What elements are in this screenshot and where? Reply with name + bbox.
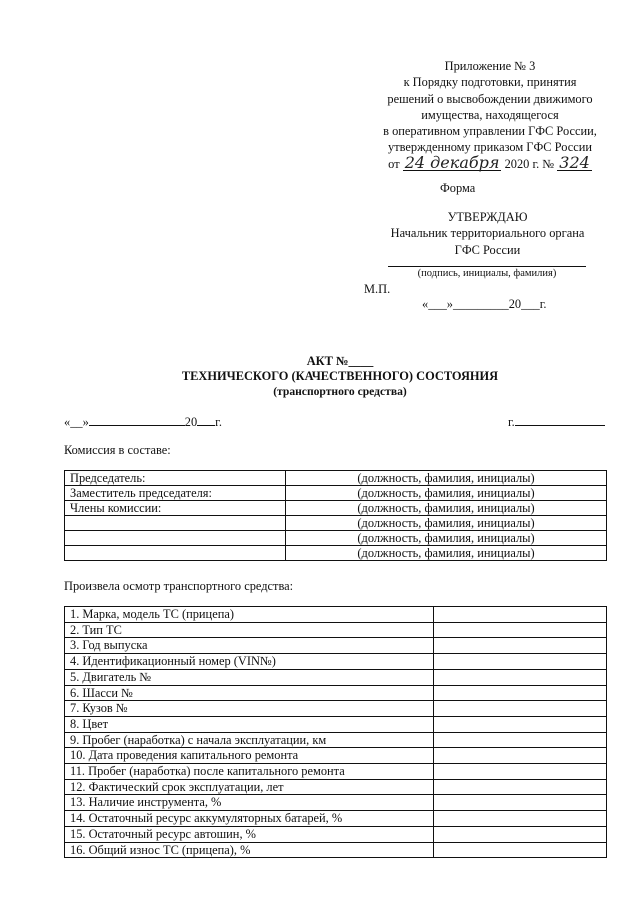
commission-role: [65, 516, 286, 531]
vehicle-field-label: 14. Остаточный ресурс аккумуляторных батарей, %: [65, 811, 434, 827]
commission-note: (должность, фамилия, инициалы): [286, 516, 607, 531]
act-city-blank: [515, 414, 605, 426]
inspection-heading: Произвела осмотр транспортного средства:: [64, 579, 294, 593]
vehicle-field-value: [434, 842, 607, 858]
vehicle-field-value: [434, 638, 607, 654]
table-row: [65, 748, 607, 764]
act-date: [64, 414, 222, 430]
vehicle-field-value: [434, 811, 607, 827]
table-row: [65, 795, 607, 811]
vehicle-field-label: 1. Марка, модель ТС (прицепа): [65, 607, 434, 623]
appendix-line: утвержденному приказом ГФС России: [388, 140, 592, 155]
act-date-month-blank: [89, 414, 185, 426]
table-row: [65, 779, 607, 795]
table-row: [65, 826, 607, 842]
vehicle-field-value: [434, 654, 607, 670]
form-label: Форма: [440, 181, 476, 195]
appendix-line: имущества, находящегося: [421, 107, 559, 122]
signature-caption: (подпись, инициалы, фамилия): [417, 268, 557, 279]
vehicle-field-value: [434, 701, 607, 717]
appendix-line: Приложение № 3: [444, 59, 536, 73]
vehicle-field-label: 4. Идентификационный номер (VIN№): [65, 654, 434, 670]
commission-role: Члены комиссии:: [65, 501, 286, 516]
commission-table: [64, 470, 607, 561]
vehicle-field-label: 10. Дата проведения капитального ремонта: [65, 748, 434, 764]
commission-note: (должность, фамилия, инициалы): [286, 531, 607, 546]
vehicle-field-label: 11. Пробег (наработка) после капитального ремонта: [65, 764, 434, 780]
table-row: [65, 486, 607, 501]
appendix-line: решений о высвобождении движимого: [387, 91, 593, 106]
vehicle-field-value: [434, 764, 607, 780]
act-date-year-prefix: 20: [184, 415, 198, 429]
table-row: [65, 471, 607, 486]
vehicle-field-value: [434, 716, 607, 732]
vehicle-field-value: [434, 826, 607, 842]
commission-role: Заместитель председателя:: [65, 486, 286, 501]
vehicle-field-label: 7. Кузов №: [65, 701, 434, 717]
handwritten-order-number: 324: [559, 152, 590, 172]
vehicle-field-value: [434, 685, 607, 701]
table-row: [65, 669, 607, 685]
vehicle-field-label: 5. Двигатель №: [65, 669, 434, 685]
table-row: [65, 764, 607, 780]
commission-note: (должность, фамилия, инициалы): [286, 546, 607, 561]
vehicle-field-value: [434, 748, 607, 764]
vehicle-field-label: 13. Наличие инструмента, %: [65, 795, 434, 811]
act-city-prefix: г.: [508, 415, 515, 429]
table-row: [65, 701, 607, 717]
commission-note: (должность, фамилия, инициалы): [286, 486, 607, 501]
vehicle-field-label: 15. Остаточный ресурс автошин, %: [65, 826, 434, 842]
order-prefix: от: [388, 156, 400, 171]
vehicle-field-value: [434, 669, 607, 685]
table-row: [65, 732, 607, 748]
vehicle-field-label: 16. Общий износ ТС (прицепа), %: [65, 842, 434, 858]
order-date-line: [355, 152, 625, 172]
vehicle-field-value: [434, 622, 607, 638]
act-city: [508, 414, 605, 430]
approval-line: Начальник территориального органа: [390, 226, 585, 241]
vehicle-field-label: 2. Тип ТС: [65, 622, 434, 638]
commission-role: Председатель:: [65, 471, 286, 486]
table-row: [65, 607, 607, 623]
table-row: [65, 622, 607, 638]
commission-note: (должность, фамилия, инициалы): [286, 471, 607, 486]
act-date-year-blank: [197, 414, 215, 426]
act-date-day: «__»: [64, 415, 89, 429]
act-title: [120, 354, 560, 399]
vehicle-field-label: 6. Шасси №: [65, 685, 434, 701]
stamp-label: М.П.: [364, 282, 391, 296]
appendix-line: в оперативном управлении ГФС России,: [383, 124, 597, 139]
vehicle-field-value: [434, 732, 607, 748]
act-title-number: АКТ №____: [306, 354, 374, 368]
signature-line: [388, 266, 586, 267]
vehicle-field-value: [434, 795, 607, 811]
commission-note: (должность, фамилия, инициалы): [286, 501, 607, 516]
handwritten-order-date: 24 декабря: [404, 152, 500, 172]
commission-role: [65, 531, 286, 546]
table-row: [65, 811, 607, 827]
table-row: [65, 654, 607, 670]
table-row: [65, 501, 607, 516]
order-year: 2020 г. №: [504, 156, 555, 171]
vehicle-field-label: 9. Пробег (наработка) с начала эксплуатации, км: [65, 732, 434, 748]
table-row: [65, 546, 607, 561]
vehicle-field-value: [434, 607, 607, 623]
vehicle-field-label: 8. Цвет: [65, 716, 434, 732]
table-row: [65, 716, 607, 732]
vehicle-table: [64, 606, 607, 858]
table-row: [65, 531, 607, 546]
act-date-year-suffix: г.: [215, 415, 222, 429]
appendix-header: [355, 58, 625, 172]
appendix-line: к Порядку подготовки, принятия: [403, 75, 577, 90]
approval-block: [360, 209, 615, 258]
table-row: [65, 842, 607, 858]
table-row: [65, 516, 607, 531]
vehicle-field-label: 3. Год выпуска: [65, 638, 434, 654]
commission-role: [65, 546, 286, 561]
act-title-main: ТЕХНИЧЕСКОГО (КАЧЕСТВЕННОГО) СОСТОЯНИЯ: [181, 369, 499, 383]
approval-line: ГФС России: [454, 242, 521, 257]
act-title-subtitle: (транспортного средства): [273, 385, 407, 398]
commission-heading: Комиссия в составе:: [64, 443, 171, 457]
approval-line: УТВЕРЖДАЮ: [447, 210, 528, 224]
table-row: [65, 685, 607, 701]
vehicle-field-label: 12. Фактический срок эксплуатации, лет: [65, 779, 434, 795]
table-row: [65, 638, 607, 654]
approval-date-template: «___»_________20___г.: [422, 297, 547, 311]
vehicle-field-value: [434, 779, 607, 795]
